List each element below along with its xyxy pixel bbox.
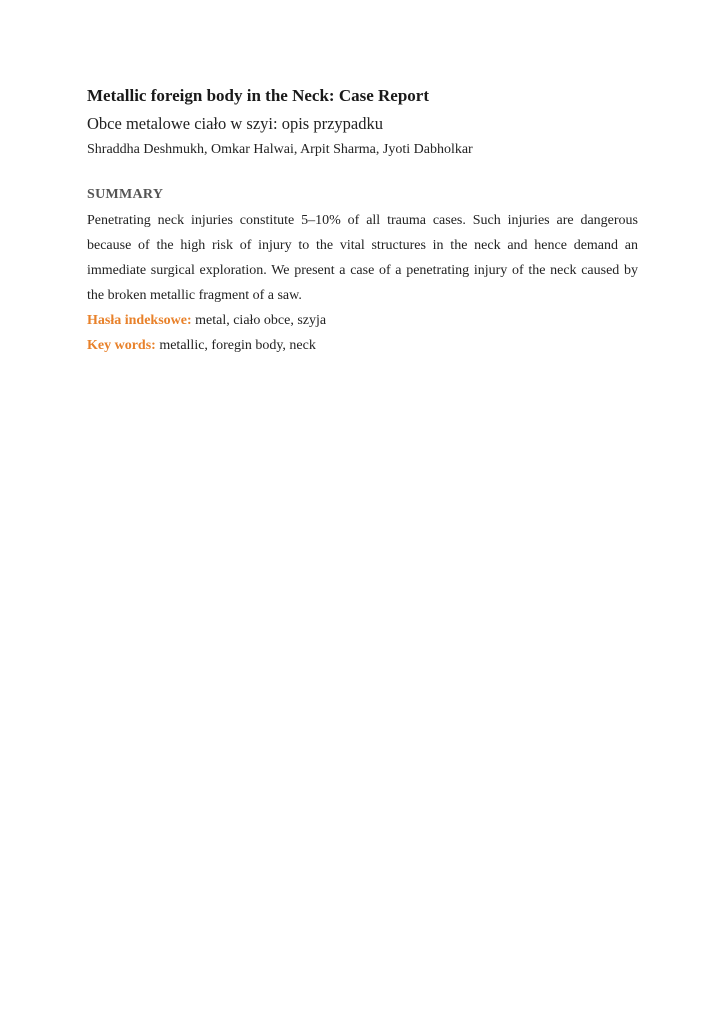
- article-title: Metallic foreign body in the Neck: Case Report: [87, 86, 429, 105]
- keywords-english-label: Key words:: [87, 338, 156, 353]
- keywords-english: [87, 333, 638, 358]
- keywords-polish-label: Hasła indeksowe:: [87, 313, 192, 328]
- keywords-english-value: metallic, foregin body, neck: [155, 338, 316, 353]
- summary-heading: SUMMARY: [87, 187, 164, 202]
- keywords-polish-value: metal, ciało obce, szyja: [191, 313, 327, 328]
- article-page: [87, 84, 638, 358]
- article-subtitle: Obce metalowe ciało w szyi: opis przypadku: [87, 114, 383, 133]
- article-authors: Shraddha Deshmukh, Omkar Halwai, Arpit Sharma, Jyoti Dabholkar: [87, 142, 473, 157]
- summary-text: Penetrating neck injuries constitute 5–10% of all trauma cases. Such injuries are dangerous because of the high risk of injury to the vital structures in the neck and hence demand an immediate surgical exploration. We present a case of a penetrating injury of the neck caused by the broken metallic fragment of a saw.: [87, 213, 638, 303]
- keywords-polish: [87, 308, 638, 333]
